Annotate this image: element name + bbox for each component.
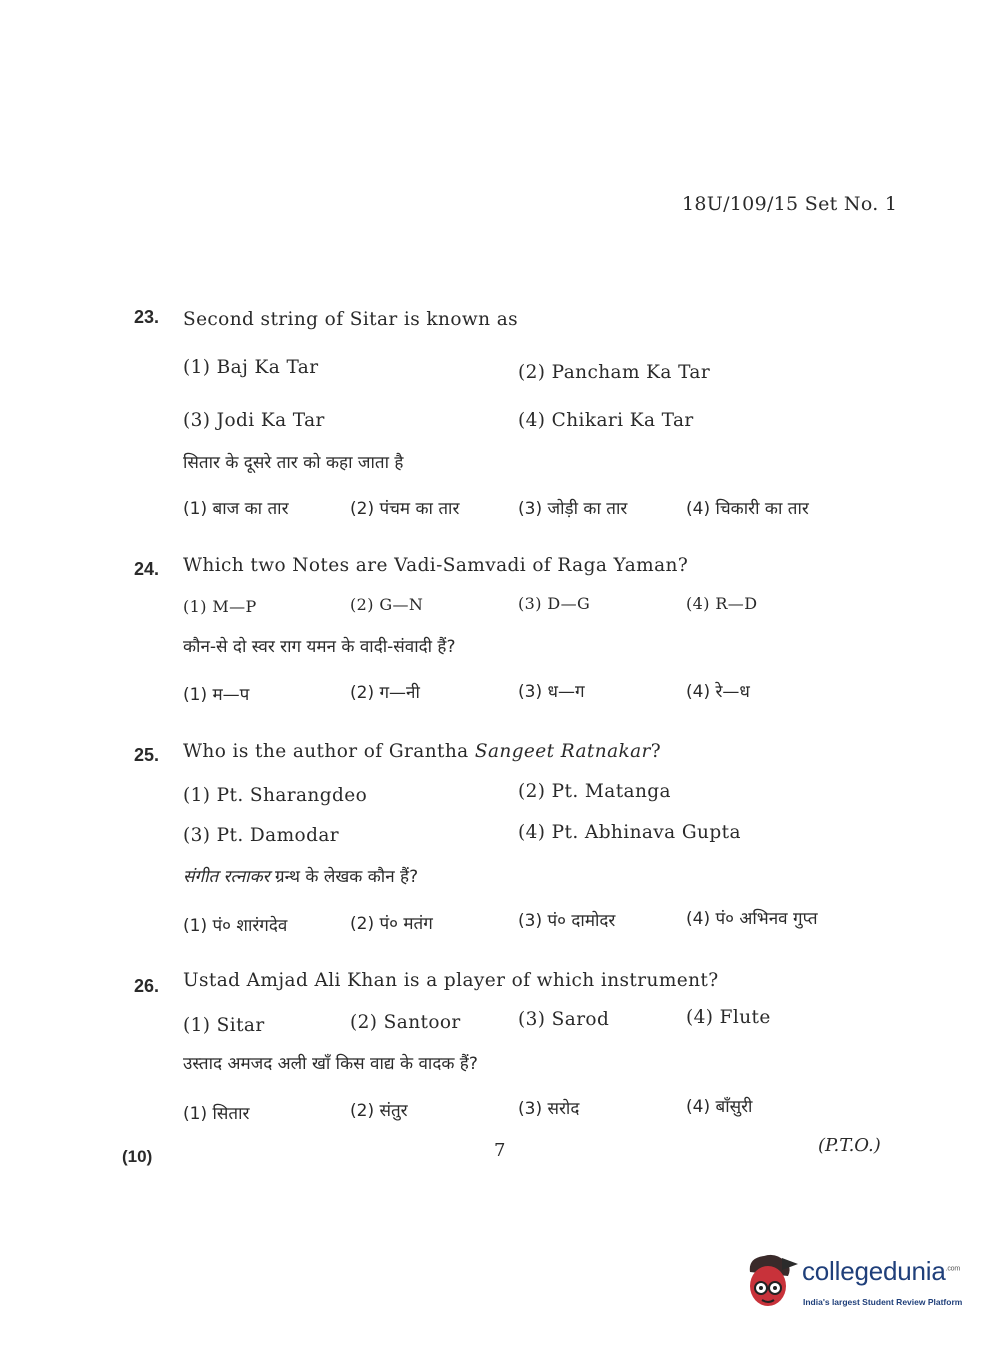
option-hindi: (1) सितार xyxy=(183,1104,250,1124)
logo-wordmark: collegedunia xyxy=(802,1256,946,1286)
option: (2) Santoor xyxy=(350,1012,461,1033)
page-number: 7 xyxy=(494,1140,506,1161)
collegedunia-logo xyxy=(742,1250,972,1314)
option-hindi: (2) पंचम का तार xyxy=(350,499,460,519)
question-text: Ustad Amjad Ali Khan is a player of which instrument? xyxy=(183,970,719,991)
option-hindi: (1) म—प xyxy=(183,685,250,705)
option: (3) D—G xyxy=(518,594,591,613)
option: (2) Pancham Ka Tar xyxy=(518,362,711,383)
question-text: Which two Notes are Vadi-Samvadi of Raga Yaman? xyxy=(183,555,689,576)
option: (2) G—N xyxy=(350,595,424,614)
option-hindi: (3) सरोद xyxy=(518,1099,580,1119)
option: (4) R—D xyxy=(686,594,758,613)
option: (4) Chikari Ka Tar xyxy=(518,410,694,431)
question-number: 23. xyxy=(134,307,160,327)
question-text: Second string of Sitar is known as xyxy=(183,309,519,330)
option-hindi: (3) पं० दामोदर xyxy=(518,911,616,931)
option-hindi: (4) रे—ध xyxy=(686,682,750,702)
option-hindi: (2) संतुर xyxy=(350,1101,408,1121)
option: (1) Sitar xyxy=(183,1015,265,1036)
option: (4) Flute xyxy=(686,1007,771,1028)
book-title: Sangeet Ratnakar xyxy=(474,741,651,762)
option: (1) M—P xyxy=(183,597,257,616)
footer-code: (10) xyxy=(122,1147,153,1166)
option: (1) Baj Ka Tar xyxy=(183,357,319,378)
mascot-icon xyxy=(742,1250,800,1314)
option: (4) Pt. Abhinava Gupta xyxy=(518,822,741,843)
option: (3) Jodi Ka Tar xyxy=(183,410,325,431)
option: (1) Pt. Sharangdeo xyxy=(183,785,368,806)
logo-suffix: .com xyxy=(945,1265,960,1273)
question-number: 24. xyxy=(134,559,160,579)
option-hindi: (3) जोड़ी का तार xyxy=(518,499,628,519)
question-number: 25. xyxy=(134,745,160,765)
option-hindi: (4) चिकारी का तार xyxy=(686,499,809,519)
question-number: 26. xyxy=(134,976,160,996)
question-text-hindi: उस्ताद अमजद अली खाँ किस वाद्य के वादक हैं? xyxy=(183,1054,478,1074)
option: (3) Pt. Damodar xyxy=(183,825,339,846)
question-text-hindi: संगीत रत्नाकर ग्रन्थ के लेखक कौन हैं? xyxy=(183,867,419,887)
question-text-hindi: सितार के दूसरे तार को कहा जाता है xyxy=(183,453,404,473)
logo-tagline: India's largest Student Review Platform xyxy=(803,1297,963,1307)
option-hindi: (3) ध—ग xyxy=(518,682,585,702)
option-hindi: (4) बाँसुरी xyxy=(686,1097,753,1117)
question-text-hindi: कौन-से दो स्वर राग यमन के वादी-संवादी हैं? xyxy=(183,637,456,657)
option: (3) Sarod xyxy=(518,1009,610,1030)
pto-label: (P.T.O.) xyxy=(818,1135,881,1156)
question-text: Who is the author of Grantha Sangeet Ratnakar? xyxy=(183,741,662,762)
option-hindi: (4) पं० अभिनव गुप्त xyxy=(686,909,818,929)
document-code: 18U/109/15 Set No. 1 xyxy=(682,193,898,215)
option-hindi: (1) पं० शारंगदेव xyxy=(183,916,288,936)
option-hindi: (1) बाज का तार xyxy=(183,499,289,519)
option-hindi: (2) पं० मतंग xyxy=(350,914,433,934)
option-hindi: (2) ग—नी xyxy=(350,683,420,703)
option: (2) Pt. Matanga xyxy=(518,781,671,802)
